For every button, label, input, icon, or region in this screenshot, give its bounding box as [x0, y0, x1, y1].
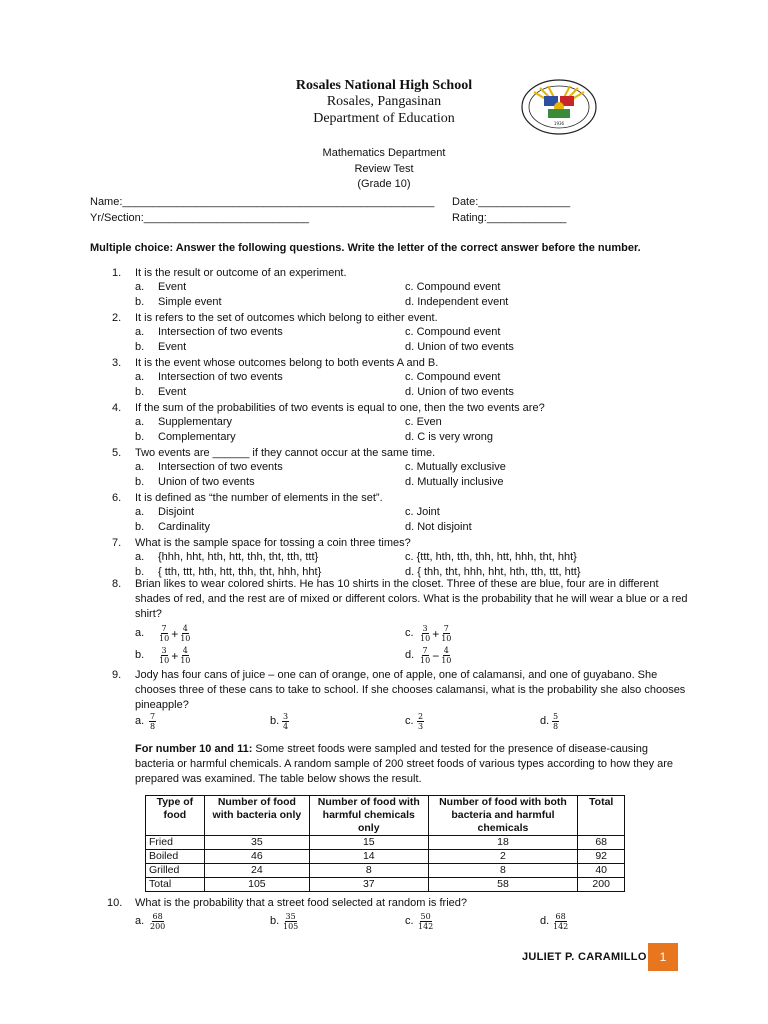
- option-text: Union of two events: [158, 476, 255, 488]
- option-letter: a.: [135, 371, 145, 383]
- q1-option-c[interactable]: [405, 281, 500, 293]
- question-text: Two events are ______ if they cannot occur at the same time.: [135, 447, 436, 459]
- grade-level: (Grade 10): [357, 178, 411, 190]
- fraction: $\frac{7}{10}$: [420, 646, 431, 665]
- fraction: $\frac{2}{3}$: [418, 712, 424, 731]
- option-text: Simple event: [158, 296, 222, 308]
- q10-option-c[interactable]: c. $\frac{50}{142}$: [405, 912, 434, 931]
- operator: +: [171, 648, 179, 663]
- question-text: If the sum of the probabilities of two events is equal to one, then the two events are?: [135, 402, 545, 414]
- question-2: [112, 311, 692, 326]
- q8-option-d[interactable]: [405, 646, 452, 665]
- question-text: It is the result or outcome of an experiment.: [135, 267, 347, 279]
- q4-option-c[interactable]: [405, 416, 442, 428]
- option-text: d. Independent event: [405, 296, 509, 308]
- q6-option-a[interactable]: [135, 506, 194, 518]
- question-number: 7.: [112, 537, 122, 549]
- option-text: Complementary: [158, 431, 236, 443]
- question-10: [107, 896, 692, 911]
- q9-option-d[interactable]: d. $\frac{5}{8}$: [540, 712, 559, 731]
- q6-option-d[interactable]: [405, 521, 472, 533]
- option-letter: b.: [135, 341, 145, 353]
- q4-option-b[interactable]: [135, 431, 236, 443]
- table-cell: 2: [428, 850, 578, 864]
- q6-option-b[interactable]: [135, 521, 210, 533]
- table-cell: 8: [428, 864, 578, 878]
- question-8: [112, 577, 692, 622]
- q7-option-a[interactable]: [135, 551, 318, 563]
- table-cell: 35: [204, 836, 309, 850]
- option-text: d. Not disjoint: [405, 521, 472, 533]
- option-letter: b.: [135, 296, 145, 308]
- option-text: Cardinality: [158, 521, 210, 533]
- fraction: $\frac{35}{105}$: [283, 912, 299, 931]
- school-name: Rosales National High School: [295, 78, 473, 93]
- question-number: 10.: [107, 897, 123, 909]
- question-text: Jody has four cans of juice – one can of orange, one of apple, one of calamansi, and one of guyabano. She chooses three of these cans to take to school. If she chooses calamansi, what is the probability she also chooses pineapple?: [135, 669, 686, 711]
- question-text: It is refers to the set of outcomes which belong to either event.: [135, 312, 438, 324]
- q8-option-b[interactable]: [135, 646, 191, 665]
- date-field[interactable]: Date:_______________: [452, 196, 571, 208]
- question-5: [112, 446, 692, 461]
- question-text: It is the event whose outcomes belong to both events A and B.: [135, 357, 439, 369]
- q9-option-c[interactable]: c. $\frac{2}{3}$: [405, 712, 424, 731]
- option-letter: a.: [135, 551, 145, 563]
- q7-option-c[interactable]: [405, 551, 577, 563]
- question-3: [112, 356, 692, 371]
- option-text: c. Even: [405, 416, 442, 428]
- option-text: { tth, ttt, hth, htt, thh, tht, hhh, hht}: [158, 566, 322, 578]
- table-row: [146, 864, 625, 878]
- option-text: d. Union of two events: [405, 341, 514, 353]
- fraction: $\frac{3}{4}$: [283, 712, 289, 731]
- table-cell: 15: [310, 836, 428, 850]
- fraction: $\frac{7}{10}$: [159, 624, 170, 643]
- table-cell: Grilled: [146, 864, 205, 878]
- option-text: Disjoint: [158, 506, 195, 518]
- option-text: Event: [158, 386, 187, 398]
- option-text: Event: [158, 281, 187, 293]
- table-cell: Fried: [146, 836, 205, 850]
- table-header-row: [146, 796, 625, 836]
- column-header: Total: [578, 796, 625, 836]
- question-text: What is the sample space for tossing a coin three times?: [135, 537, 411, 549]
- fraction: $\frac{7}{10}$: [441, 624, 452, 643]
- question-number: 1.: [112, 267, 122, 279]
- option-letter: b.: [135, 566, 145, 578]
- column-header: Number of food with harmful chemicals only: [310, 796, 428, 836]
- option-text: c. Compound event: [405, 281, 501, 293]
- table-cell: Total: [146, 878, 205, 892]
- svg-text:1936: 1936: [553, 121, 565, 126]
- name-field[interactable]: Name:___________________________________________________: [90, 196, 435, 208]
- option-text: d. C is very wrong: [405, 431, 494, 443]
- q2-option-d[interactable]: [405, 341, 514, 353]
- option-text: d. Mutually inclusive: [405, 476, 504, 488]
- table-cell: 46: [204, 850, 309, 864]
- table-cell: 92: [578, 850, 625, 864]
- q3-option-c[interactable]: [405, 371, 500, 383]
- rating-field[interactable]: Rating:_____________: [452, 212, 567, 224]
- question-number: 4.: [112, 402, 122, 414]
- department-of-education: Department of Education: [313, 111, 455, 126]
- instructions: Multiple choice: Answer the following questions. Write the letter of the correct answer before the number.: [90, 242, 641, 254]
- column-header: Number of food with both bacteria and harmful chemicals: [428, 796, 578, 836]
- operator: +: [171, 626, 179, 641]
- author-name: JULIET P. CARAMILLO: [522, 951, 647, 963]
- question-number: 6.: [112, 492, 122, 504]
- option-text: c. Compound event: [405, 326, 501, 338]
- option-letter: a.: [135, 326, 145, 338]
- option-letter: b.: [135, 431, 145, 443]
- math-department: Mathematics Department: [322, 147, 446, 159]
- column-header: Number of food with bacteria only: [204, 796, 309, 836]
- fraction: $\frac{4}{10}$: [441, 646, 452, 665]
- q2-option-a[interactable]: [135, 326, 283, 338]
- option-text: c. Mutually exclusive: [405, 461, 506, 473]
- q3-option-b[interactable]: [135, 386, 186, 398]
- table-cell: 8: [310, 864, 428, 878]
- q4-option-a[interactable]: [135, 416, 232, 428]
- question-number: 3.: [112, 357, 122, 369]
- option-letter: c.: [405, 627, 414, 640]
- fraction: $\frac{7}{8}$: [150, 712, 156, 731]
- q3-option-a[interactable]: [135, 371, 283, 383]
- note-text: Some street foods were sampled and tested for the presence of disease-causing bacteria or harmful chemicals. A random sample of 200 street foods of various types according to how they are prepared was examined. The table below shows the result.: [135, 743, 674, 785]
- question-number: 2.: [112, 312, 122, 324]
- question-text: Brian likes to wear colored shirts. He has 10 shirts in the closet. Three of these are blue, four are in different shades of red, and the rest are of mixed or different colors. What is the probability that he will wear a blue or a red shirt?: [135, 578, 688, 620]
- table-row: [146, 850, 625, 864]
- option-letter: b.: [135, 649, 145, 662]
- option-letter: a.: [135, 461, 145, 473]
- option-text: d. { thh, tht, hhh, hht, hth, tth, ttt, htt}: [405, 566, 581, 578]
- option-text: c. {ttt, hth, tth, thh, htt, hhh, tht, hht}: [405, 551, 577, 563]
- fraction: $\frac{3}{10}$: [159, 646, 170, 665]
- table-cell: 105: [204, 878, 309, 892]
- table-cell: 200: [578, 878, 625, 892]
- table-row: [146, 878, 625, 892]
- table-cell: 40: [578, 864, 625, 878]
- fraction: $\frac{3}{10}$: [420, 624, 431, 643]
- fraction: $\frac{68}{200}$: [150, 912, 166, 931]
- table-cell: 37: [310, 878, 428, 892]
- section-field[interactable]: Yr/Section:___________________________: [90, 212, 309, 224]
- question-9: [112, 668, 692, 713]
- fraction: $\frac{68}{142}$: [553, 912, 569, 931]
- question-6: [112, 491, 692, 506]
- option-text: Intersection of two events: [158, 371, 283, 383]
- q4-option-d[interactable]: [405, 431, 493, 443]
- option-text: Supplementary: [158, 416, 232, 428]
- q6-option-c[interactable]: [405, 506, 440, 518]
- q2-option-c[interactable]: [405, 326, 500, 338]
- option-letter: b.: [135, 386, 145, 398]
- question-text: It is defined as “the number of elements in the set”.: [135, 492, 383, 504]
- street-food-table: [145, 795, 625, 892]
- table-cell: 18: [428, 836, 578, 850]
- operator: −: [432, 648, 440, 663]
- question-4: [112, 401, 692, 416]
- school-seal-logo: [520, 78, 598, 136]
- q2-option-b[interactable]: [135, 341, 186, 353]
- table-cell: 24: [204, 864, 309, 878]
- fraction: $\frac{4}{10}$: [180, 646, 191, 665]
- question-1: [112, 266, 692, 281]
- q9-option-b[interactable]: b. $\frac{3}{4}$: [270, 712, 289, 731]
- q10-option-d[interactable]: d. $\frac{68}{142}$: [540, 912, 569, 931]
- option-text: c. Joint: [405, 506, 440, 518]
- q1-option-a[interactable]: [135, 281, 186, 293]
- q1-option-b[interactable]: [135, 296, 222, 308]
- fraction: $\frac{5}{8}$: [553, 712, 559, 731]
- option-text: c. Compound event: [405, 371, 501, 383]
- operator: +: [432, 626, 440, 641]
- q8-option-c[interactable]: [405, 624, 452, 643]
- fraction: $\frac{4}{10}$: [180, 624, 191, 643]
- option-letter: d.: [405, 649, 415, 662]
- option-text: Intersection of two events: [158, 461, 283, 473]
- q1-option-d[interactable]: [405, 296, 508, 308]
- column-header: Type of food: [146, 796, 205, 836]
- table-cell: 58: [428, 878, 578, 892]
- question-number: 5.: [112, 447, 122, 459]
- option-letter: a.: [135, 506, 145, 518]
- review-test-title: Review Test: [354, 163, 414, 175]
- question-7: [112, 536, 692, 551]
- question-text: What is the probability that a street food selected at random is fried?: [135, 897, 468, 909]
- option-text: Intersection of two events: [158, 326, 283, 338]
- table-cell: 14: [310, 850, 428, 864]
- question-number: 9.: [112, 669, 122, 681]
- q5-option-d[interactable]: [405, 476, 503, 488]
- q10-option-a[interactable]: a. $\frac{68}{200}$: [135, 912, 166, 931]
- q9-option-a[interactable]: a. $\frac{7}{8}$: [135, 712, 156, 731]
- option-letter: a.: [135, 627, 145, 640]
- option-text: {hhh, hht, hth, htt, thh, tht, tth, ttt}: [158, 551, 319, 563]
- q10-option-b[interactable]: b. $\frac{35}{105}$: [270, 912, 299, 931]
- option-letter: b.: [135, 521, 145, 533]
- q5-option-c[interactable]: [405, 461, 506, 473]
- option-text: Event: [158, 341, 187, 353]
- q5-option-a[interactable]: [135, 461, 283, 473]
- table-row: [146, 836, 625, 850]
- q3-option-d[interactable]: [405, 386, 514, 398]
- option-letter: b.: [135, 476, 145, 488]
- option-text: d. Union of two events: [405, 386, 514, 398]
- question-number: 8.: [112, 578, 122, 590]
- option-letter: a.: [135, 281, 145, 293]
- page-number: 1: [648, 943, 678, 971]
- option-letter: a.: [135, 416, 145, 428]
- school-town: Rosales, Pangasinan: [326, 94, 442, 109]
- fraction: $\frac{50}{142}$: [418, 912, 434, 931]
- note-lead: For number 10 and 11:: [135, 743, 253, 755]
- table-cell: 68: [578, 836, 625, 850]
- q5-option-b[interactable]: [135, 476, 255, 488]
- table-intro: [135, 742, 675, 787]
- q8-option-a[interactable]: [135, 624, 191, 643]
- table-cell: Boiled: [146, 850, 205, 864]
